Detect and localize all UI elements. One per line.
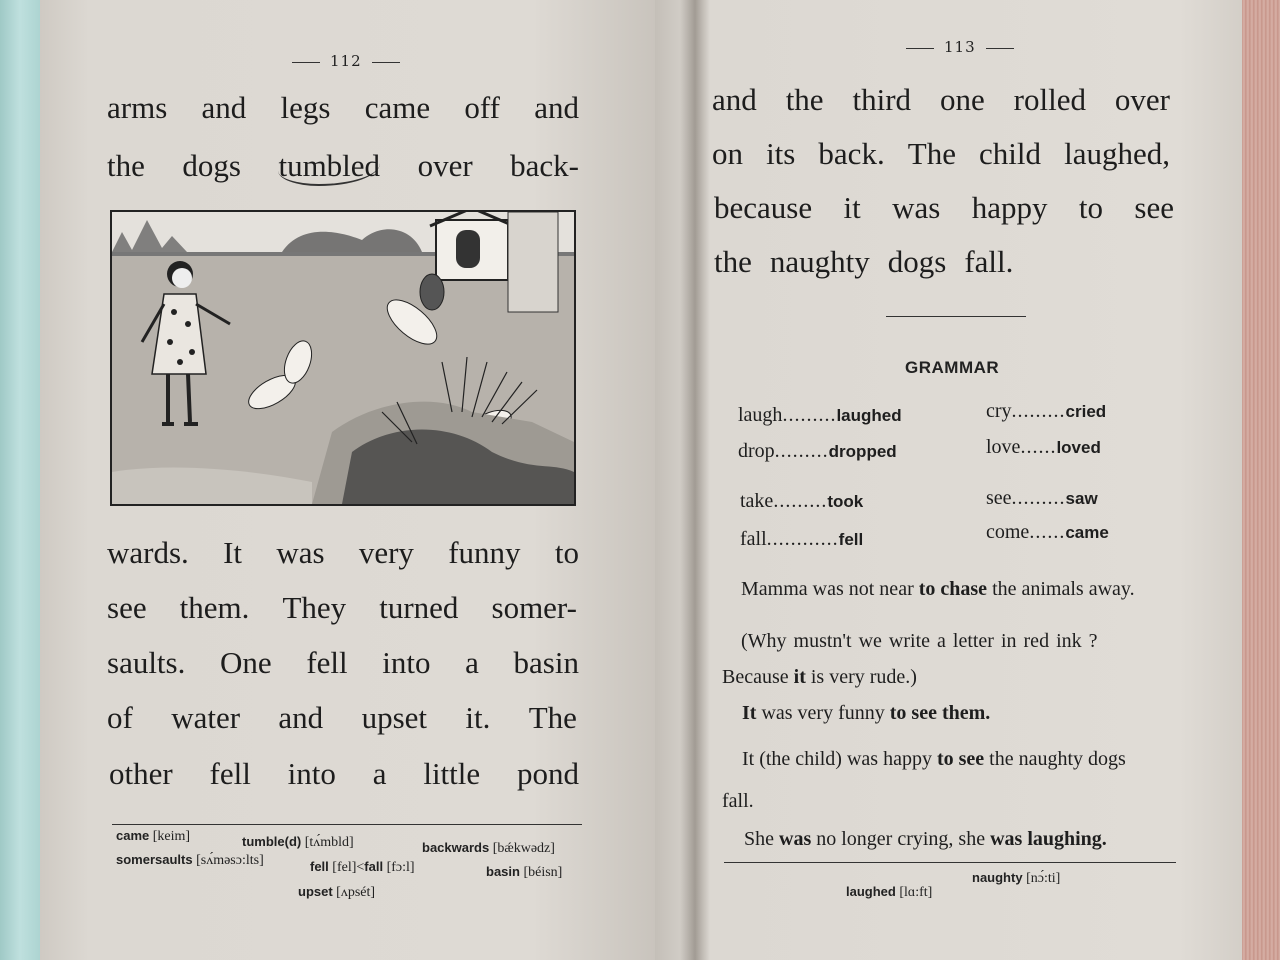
verb-pair xyxy=(986,436,1101,459)
word: wards. xyxy=(107,535,189,570)
word: its xyxy=(766,136,796,171)
section-divider xyxy=(886,316,1026,317)
word: it xyxy=(843,190,861,225)
illustration-drawing xyxy=(112,212,574,504)
word: them. xyxy=(179,590,250,625)
text-line xyxy=(712,82,1170,118)
word: into xyxy=(287,756,336,791)
word: The xyxy=(528,700,577,735)
verb-pair xyxy=(738,404,902,427)
leader-dots: ......... xyxy=(782,404,837,426)
verb-past: took xyxy=(827,492,864,511)
word: to xyxy=(554,535,579,570)
word: arms xyxy=(107,90,168,125)
word: rolled xyxy=(1013,82,1086,117)
verb-base: cry xyxy=(986,400,1012,422)
right-footnote-rule xyxy=(724,862,1176,863)
word: back. xyxy=(818,136,885,171)
verb-base: fall xyxy=(740,528,767,550)
verb-past: came xyxy=(1065,523,1109,542)
word: into xyxy=(382,645,431,680)
word: to xyxy=(1078,190,1104,225)
vocab-came: came [keim] xyxy=(116,828,191,844)
word: the xyxy=(785,82,824,117)
word: naughty xyxy=(769,244,870,279)
word: somer- xyxy=(491,590,577,625)
word: the xyxy=(714,244,752,279)
word: see xyxy=(107,590,147,625)
text-line xyxy=(107,645,579,681)
text-line xyxy=(107,535,579,571)
verb-past: dropped xyxy=(828,442,897,461)
word: They xyxy=(282,590,347,625)
word: fall. xyxy=(964,244,1014,279)
text-line xyxy=(712,136,1170,172)
book-edge-right xyxy=(1242,0,1280,960)
word: was xyxy=(892,190,941,225)
word: and xyxy=(534,90,579,125)
sentence-4: It was very funny to see them. xyxy=(742,702,991,724)
sentence-5-cont: fall. xyxy=(722,790,754,812)
word: because xyxy=(714,190,813,225)
word: tumbled xyxy=(278,148,380,186)
verb-pair xyxy=(740,528,863,551)
vocab-naughty: naughty [nɔ́:ti] xyxy=(972,870,1061,886)
verb-past: laughed xyxy=(836,406,902,425)
word: water xyxy=(171,700,241,735)
word: over xyxy=(417,148,473,183)
page-number-right: 113 xyxy=(896,38,1024,56)
word: the xyxy=(107,148,145,183)
word: saults. xyxy=(107,645,186,680)
word: little xyxy=(423,756,481,791)
text-line xyxy=(107,590,577,626)
verb-base: love xyxy=(986,436,1021,458)
word: of xyxy=(107,700,133,735)
word: pond xyxy=(516,756,579,791)
page-number-left: 112 xyxy=(282,52,410,70)
word: fell xyxy=(306,645,348,680)
vocab-upset: upset [ʌpsét] xyxy=(298,884,376,900)
word: over xyxy=(1114,82,1170,117)
word: The xyxy=(907,136,956,171)
leader-dots: ......... xyxy=(774,440,829,462)
grammar-heading: GRAMMAR xyxy=(905,358,1000,377)
word: fell xyxy=(209,756,251,791)
word: turned xyxy=(379,590,459,625)
sentence-3: Because it is very rude.) xyxy=(722,666,917,688)
word: legs xyxy=(280,90,331,125)
vocab-tumble: tumble(d) [tʌ́mbld] xyxy=(242,834,354,850)
word: on xyxy=(712,136,743,171)
word: a xyxy=(372,756,387,791)
left-footnote-rule xyxy=(112,824,582,825)
verb-past: cried xyxy=(1065,402,1107,421)
text-line xyxy=(107,148,579,186)
verb-past: fell xyxy=(838,530,864,549)
word: third xyxy=(852,82,912,117)
word: and xyxy=(712,82,757,117)
verb-base: drop xyxy=(738,440,775,462)
vocab-basin: basin [béisn] xyxy=(486,864,563,880)
verb-past: loved xyxy=(1056,438,1101,457)
verb-pair xyxy=(986,487,1098,510)
word: was xyxy=(276,535,325,570)
word: It xyxy=(223,535,243,570)
leader-dots: ...... xyxy=(1020,436,1057,458)
leader-dots: ......... xyxy=(773,490,828,512)
vocab-somersaults: somersaults [sʌ́məsɔ:lts] xyxy=(116,852,264,868)
word: other xyxy=(109,756,173,791)
sentence-6: She was no longer crying, she was laughing. xyxy=(744,828,1107,850)
illustration-dogs-pond xyxy=(110,210,576,506)
leader-dots: ......... xyxy=(1011,400,1066,422)
leader-dots: ...... xyxy=(1029,521,1066,543)
verb-base: take xyxy=(740,490,774,512)
sentence-2: (Why mustn't we write a letter in red ink ? xyxy=(741,630,1098,652)
verb-pair xyxy=(986,521,1109,544)
word: it. xyxy=(465,700,491,735)
vocab-fell: fell [fel]<fall [fɔ:l] xyxy=(310,859,415,875)
word: laughed, xyxy=(1064,136,1170,171)
word: see xyxy=(1134,190,1174,225)
word: upset xyxy=(361,700,427,735)
verb-pair xyxy=(740,490,863,513)
word: and xyxy=(201,90,247,125)
vocab-laughed: laughed [lɑ:ft] xyxy=(846,884,933,900)
verb-base: come xyxy=(986,521,1030,543)
word: happy xyxy=(971,190,1048,225)
book-edge-left xyxy=(0,0,44,960)
verb-past: saw xyxy=(1065,489,1098,508)
text-line xyxy=(107,700,577,736)
word: one xyxy=(939,82,985,117)
word: One xyxy=(220,645,272,680)
word: funny xyxy=(448,535,521,570)
word: basin xyxy=(513,645,579,680)
word: off xyxy=(464,90,500,125)
word: dogs xyxy=(182,148,241,183)
word: very xyxy=(358,535,414,570)
verb-base: see xyxy=(986,487,1012,509)
word: dogs xyxy=(887,244,947,279)
word: back- xyxy=(510,148,579,183)
leader-dots: ............ xyxy=(766,528,839,550)
sentence-5: It (the child) was happy to see the naughty dogs xyxy=(742,748,1126,770)
verb-pair xyxy=(986,400,1106,423)
word: and xyxy=(278,700,324,735)
text-line xyxy=(714,190,1174,226)
sentence-1: Mamma was not near to chase the animals away. xyxy=(741,578,1135,600)
vocab-backwards: backwards [bǽkwədz] xyxy=(422,840,555,856)
verb-pair xyxy=(738,440,897,463)
leader-dots: ......... xyxy=(1011,487,1066,509)
verb-base: laugh xyxy=(738,404,783,426)
text-line xyxy=(714,244,1044,280)
word: child xyxy=(979,136,1042,171)
text-line xyxy=(109,756,579,792)
word: a xyxy=(465,645,479,680)
word: came xyxy=(364,90,431,125)
text-line xyxy=(107,90,579,126)
book-gutter xyxy=(680,0,710,960)
